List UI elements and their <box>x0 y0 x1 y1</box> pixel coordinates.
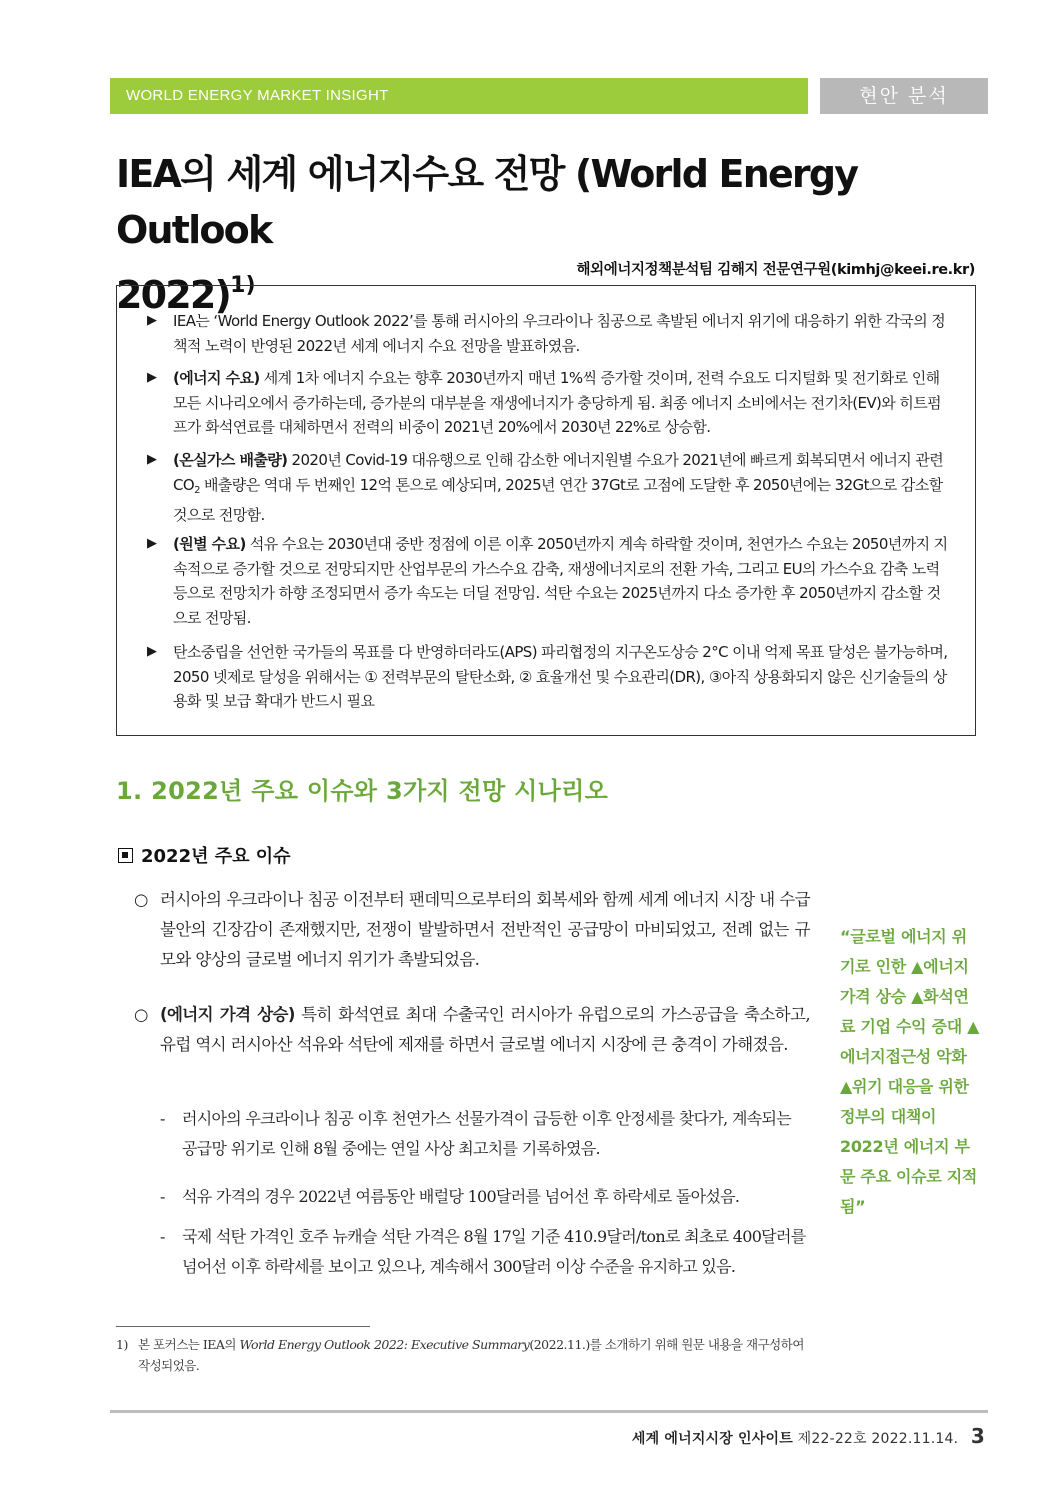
section-tag: 현안 분석 <box>820 78 988 114</box>
summary-item-text: 2020년 Covid-19 대유행으로 인해 감소한 에너지원별 수요가 2021년에 빠르게 회복되면서 에너지 관련 CO <box>173 451 944 494</box>
dash-bullet: - <box>160 1109 165 1128</box>
summary-item <box>147 309 952 358</box>
triangle-bullet-icon: ▶ <box>147 313 157 328</box>
title-line-1: IEA의 세계 에너지수요 전망 (World Energy Outlook <box>116 152 858 252</box>
dash-item <box>160 1104 810 1164</box>
square-bullet-icon <box>118 848 133 863</box>
summary-item <box>147 532 952 630</box>
section-heading: 1. 2022년 주요 이슈와 3가지 전망 시나리오 <box>116 777 609 805</box>
dash-item-text: 국제 석탄 가격인 호주 뉴캐슬 석탄 가격은 8월 17일 기준 410.9달러/ton로 최초로 400달러를 넘어선 이후 하락세를 보이고 있으나, 계속해서 300달러 이상 수준을 유지하고 있음. <box>182 1227 806 1276</box>
summary-item-text: 세계 1차 에너지 수요는 향후 2030년까지 매년 1%씩 증가할 것이며, 전력 수요도 디지털화 및 전기화로 인해 모든 시나리오에서 증가하는데, 증가분의 대부분을 재생에너지가 충당하게 됨. 최종 에너지 소비에서는 전기차(EV)와 히트펌프가 화석연료를 대체하면서 전력의 비중이 2021년 20%에서 2030년 22%로 상승함. <box>173 369 942 436</box>
dash-bullet: - <box>160 1227 165 1246</box>
dash-item-text: 석유 가격의 경우 2022년 여름동안 배럴당 100달러를 넘어선 후 하락세로 돌아섰음. <box>182 1187 740 1206</box>
dash-item <box>160 1222 810 1282</box>
triangle-bullet-icon: ▶ <box>147 370 157 385</box>
summary-item <box>147 640 952 714</box>
body-paragraph <box>134 1000 810 1060</box>
dash-item <box>160 1182 810 1212</box>
summary-item <box>147 448 952 528</box>
footer-issue: 제22-22호 2022.11.14. <box>797 1431 959 1447</box>
subsection-heading <box>118 842 291 868</box>
footnote <box>116 1334 810 1376</box>
triangle-bullet-icon: ▶ <box>147 452 157 467</box>
footnote-divider <box>116 1326 370 1327</box>
summary-item-label: (에너지 수요) <box>173 369 260 387</box>
dash-bullet: - <box>160 1187 165 1206</box>
sidebar-pull-quote: “글로벌 에너지 위기로 인한 ▲에너지 가격 상승 ▲화석연료 기업 수익 증대 ▲에너지접근성 악화 ▲위기 대응을 위한 정부의 대책이 2022년 에너지 부문 주요 이슈로 지적됨” <box>840 927 980 1216</box>
paragraph-label: (에너지 가격 상승) <box>160 1005 295 1024</box>
page-number: 3 <box>970 1424 985 1448</box>
summary-item-text: 석유 수요는 2030년대 중반 정점에 이른 이후 2050년까지 계속 하락할 것이며, 천연가스 수요는 2050년까지 지속적으로 증가할 것으로 전망되지만 산업부문의 가스수요 감축, 재생에너지로의 전환 가속, 그리고 EU의 가스수요 감축 노력 등으로 전망치가 하향 조정되면서 증가 속도는 더딜 전망임. 석탄 수요는 2025년까지 다소 증가한 후 2050년까지 감소할 것으로 전망됨. <box>173 535 948 627</box>
footnote-text: (2022.11.)를 소개하기 위해 원문 내용을 재구성하여 작성되었음. <box>138 1337 804 1373</box>
title-footnote-ref: 1) <box>230 273 256 298</box>
dash-item-text: 러시아의 우크라이나 침공 이후 천연가스 선물가격이 급등한 이후 안정세를 찾다가, 계속되는 공급망 위기로 인해 8월 중에는 연일 사상 최고치를 기록하였음. <box>182 1109 791 1158</box>
summary-box <box>116 285 976 736</box>
body-paragraph <box>134 885 810 975</box>
summary-item-text: 탄소중립을 선언한 국가들의 목표를 다 반영하더라도(APS) 파리협정의 지구온도상승 2°C 이내 억제 목표 달성은 불가능하며, 2050 넷제로 달성을 위해서는 ① 전력부문의 탈탄소화, ② 효율개선 및 수요관리(DR), ③아직 상용화되지 않은 신기술들의 상용화 및 보급 확대가 반드시 필요 <box>173 643 948 710</box>
footnote-text: 본 포커스는 IEA의 <box>138 1337 240 1352</box>
triangle-bullet-icon: ▶ <box>147 536 157 551</box>
summary-item-label: (원별 수요) <box>173 535 246 553</box>
footer-divider <box>110 1410 988 1413</box>
summary-item-text: 배출량은 역대 두 번째인 12억 톤으로 예상되며, 2025년 연간 37Gt로 고점에 도달한 후 2050년에는 32Gt으로 감소할 것으로 전망함. <box>173 475 943 524</box>
subsection-heading-text: 2022년 주요 이슈 <box>141 846 291 867</box>
summary-item <box>147 366 952 440</box>
circle-bullet-icon: ○ <box>134 1005 148 1024</box>
page-footer <box>632 1424 985 1448</box>
circle-bullet-icon: ○ <box>134 890 148 909</box>
paragraph-text: 러시아의 우크라이나 침공 이전부터 팬데믹으로부터의 회복세와 함께 세계 에너지 시장 내 수급불안의 긴장감이 존재했지만, 전쟁이 발발하면서 전반적인 공급망이 마비되었고, 전례 없는 규모와 양상의 글로벌 에너지 위기가 촉발되었음. <box>160 890 810 969</box>
footnote-number: 1) <box>116 1337 128 1352</box>
publication-banner: WORLD ENERGY MARKET INSIGHT <box>110 78 808 114</box>
author-line: 해외에너지정책분석팀 김해지 전문연구원(kimhj@keei.re.kr) <box>576 262 975 278</box>
co2-subscript: 2 <box>194 484 200 496</box>
footnote-italic-title: World Energy Outlook 2022: Executive Summary <box>239 1337 530 1352</box>
title-line-2: 2022) <box>116 273 231 317</box>
summary-item-text: IEA는 ‘World Energy Outlook 2022’를 통해 러시아의 우크라이나 침공으로 촉발된 에너지 위기에 대응하기 위한 각국의 정책적 노력이 반영된 2022년 세계 에너지 수요 전망을 발표하였음. <box>173 312 946 355</box>
triangle-bullet-icon: ▶ <box>147 644 157 659</box>
summary-item-label: (온실가스 배출량) <box>173 451 288 469</box>
paragraph-text: 특히 화석연료 최대 수출국인 러시아가 유럽으로의 가스공급을 축소하고, 유럽 역시 러시아산 석유와 석탄에 제재를 하면서 글로벌 에너지 시장에 큰 충격이 가해졌음. <box>160 1005 810 1054</box>
footer-publication: 세계 에너지시장 인사이트 <box>631 1431 793 1447</box>
